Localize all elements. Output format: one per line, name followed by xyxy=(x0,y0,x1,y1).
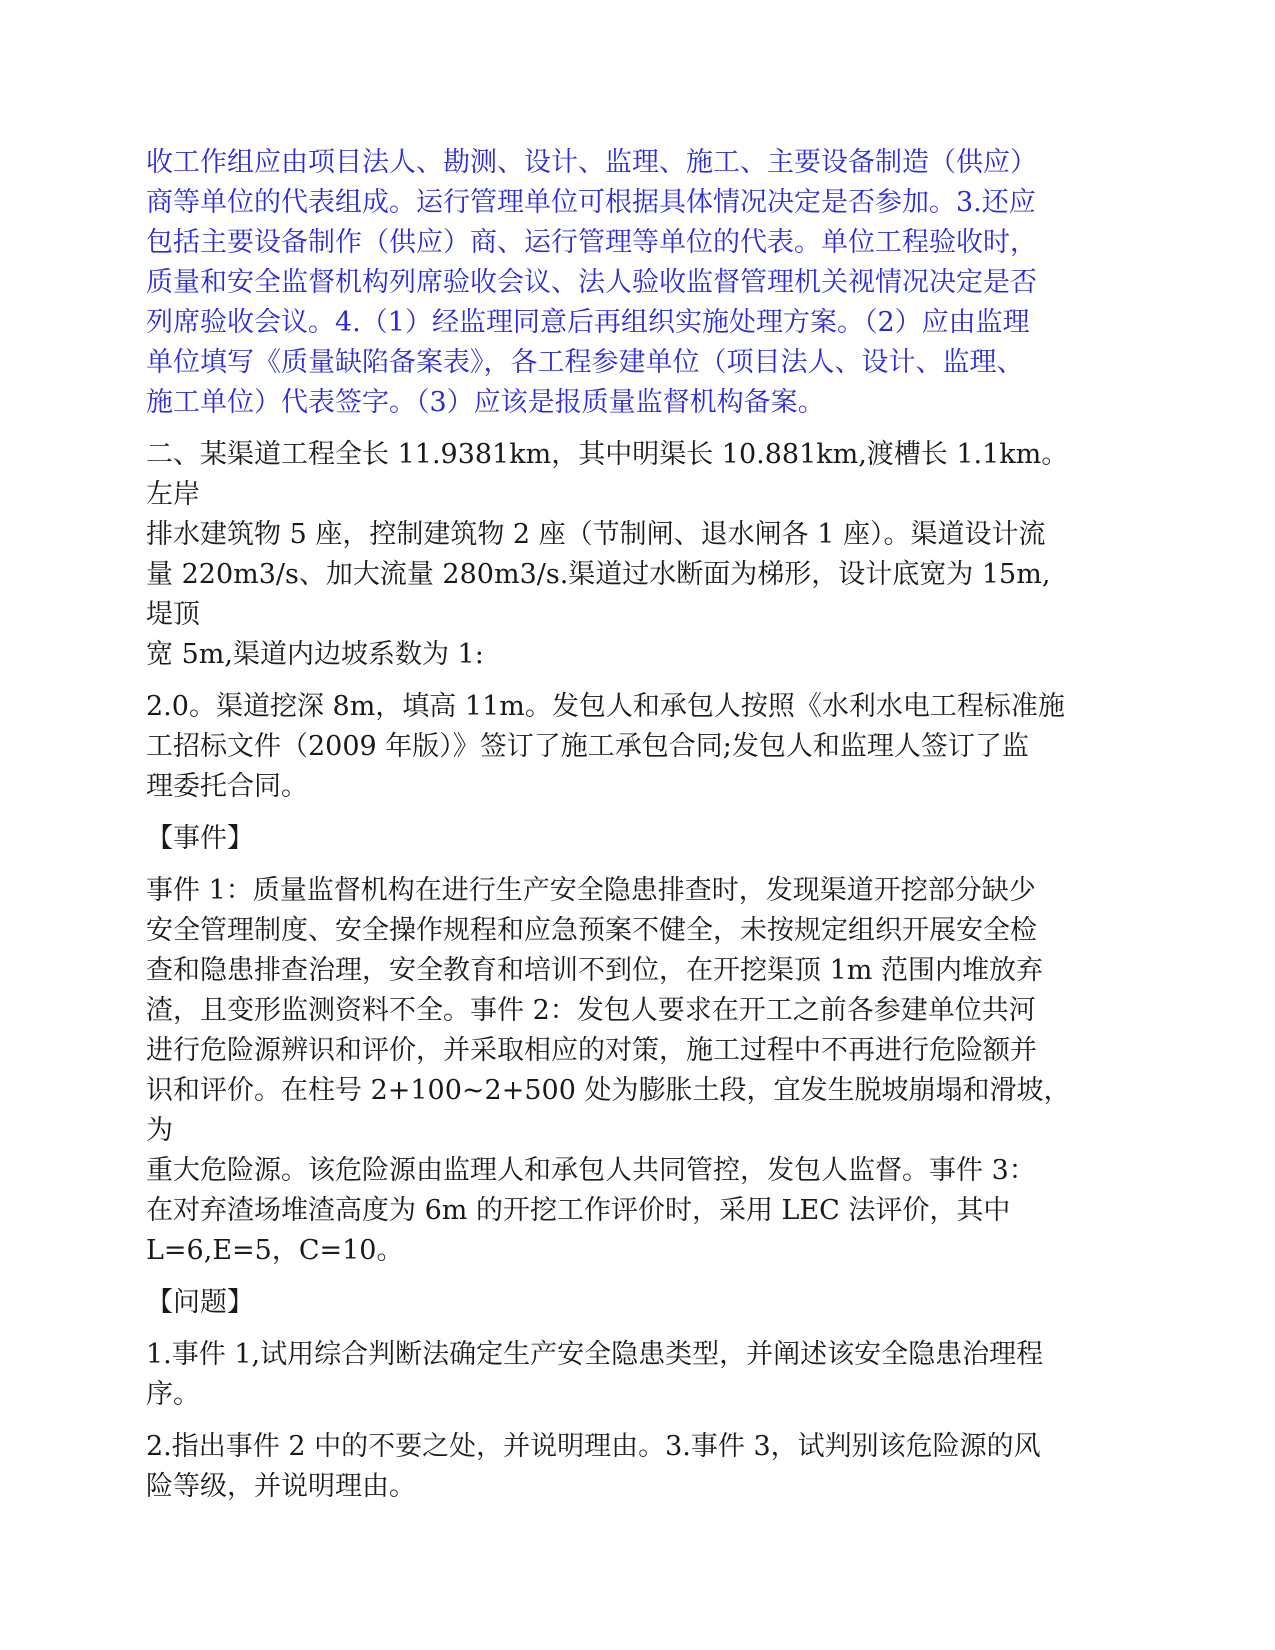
events-paragraph: 事件 1：质量监督机构在进行生产安全隐患排查时，发现渠道开挖部分缺少 安全管理制度、安全操作规程和应急预案不健全，未按规定组织开展安全检 查和隐患排查治理，安全教育和培训不到位，在开挖渠顶 1m 范围内堆放弃 渣，且变形监测资料不全。事件 2：发包人要求在开工之前各参建单位共河 进行危险源辨识和评价，并采取相应的对策，施工过程中不再进行危险额并 识和评价。在柱号 2+100~2+500 处为膨胀土段，宜发生脱坡崩塌和滑坡，为 重大危险源。该危险源由监理人和承包人共同管控，发包人监督。事件 3： 在对弃渣场堆渣高度为 6m 的开挖工作评价时，采用 LEC 法评价，其中 L=6,E=5，C=10。 xyxy=(146,875,1071,1266)
question-intro-continued-paragraph: 2.0。渠道挖深 8m，填高 11m。发包人和承包人按照《水利水电工程标准施 工招标文件（2009 年版）》签订了施工承包合同;发包人和监理人签订了监 理委托合同。 xyxy=(146,691,1065,802)
question-2-3-paragraph: 2.指出事件 2 中的不要之处，并说明理由。3.事件 3，试判别该危险源的风 险等级，并说明理由。 xyxy=(146,1431,1041,1502)
events-heading: 【事件】 xyxy=(146,823,254,854)
question-intro-paragraph: 二、某渠道工程全长 11.9381km，其中明渠长 10.881km,渡槽长 1.1km。左岸 排水建筑物 5 座，控制建筑物 2 座（节制闸、退水闸各 1 座）。渠道设计流 量 220m3/s、加大流量 280m3/s.渠道过水断面为梯形，设计底宽为 15m,堤顶 宽 5m,渠道内边坡系数为 1: xyxy=(146,439,1069,670)
answer-paragraph: 收工作组应由项目法人、勘测、设计、监理、施工、主要设备制造（供应） 商等单位的代表组成。运行管理单位可根据具体情况决定是否参加。3.还应 包括主要设备制作（供应）商、运行管理等单位的代表。单位工程验收时， 质量和安全监督机构列席验收会议、法人验收监督管理机关视情况决定是否 列席验收会议。4.（1）经监理同意后再组织实施处理方案。（2）应由监理 单位填写《质量缺陷备案表》，各工程参建单位（项目法人、设计、监理、 施工单位）代表签字。（3）应该是报质量监督机构备案。 xyxy=(146,147,1037,418)
questions-heading: 【问题】 xyxy=(146,1287,254,1318)
question-1-paragraph: 1.事件 1,试用综合判断法确定生产安全隐患类型，并阐述该安全隐患治理程 序。 xyxy=(146,1339,1044,1410)
document-page xyxy=(146,143,1076,1507)
